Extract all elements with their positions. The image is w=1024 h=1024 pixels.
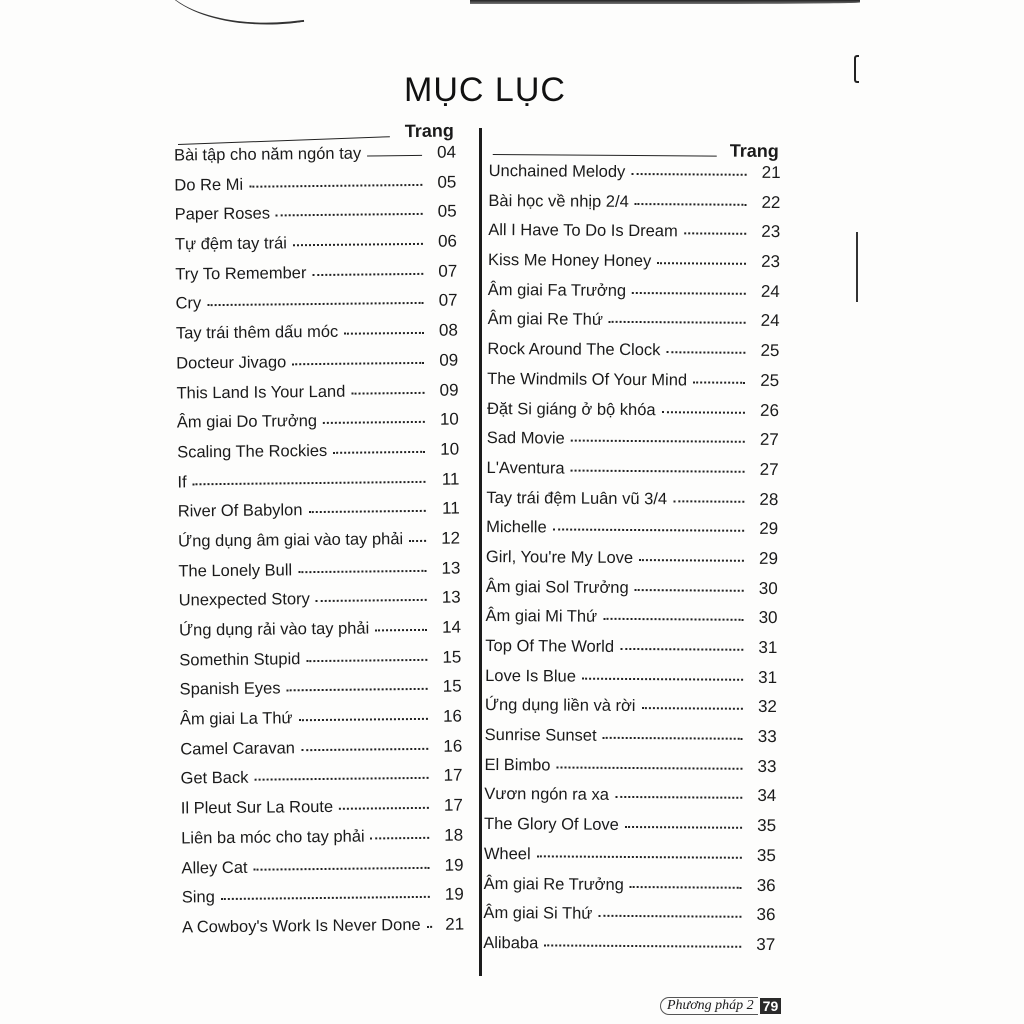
entry-title: Âm giai La Thứ <box>179 709 293 729</box>
dot-leader <box>298 570 426 573</box>
toc-entry[interactable] <box>181 796 463 829</box>
entry-title: Tay trái thêm dấu móc <box>175 322 339 343</box>
entry-title: L'Aventura <box>486 458 565 478</box>
entry-title: Ứng dụng rải vào tay phải <box>178 619 370 640</box>
entry-title: Scaling The Rockies <box>177 441 328 462</box>
entry-title: Alley Cat <box>181 858 248 877</box>
toc-entry[interactable] <box>178 558 460 591</box>
toc-entry[interactable] <box>486 577 778 609</box>
dot-leader <box>276 213 423 217</box>
entry-page-number: 05 <box>437 201 457 222</box>
toc-entry[interactable] <box>483 933 775 965</box>
toc-entry[interactable] <box>175 291 457 324</box>
entry-page-number: 08 <box>438 320 458 340</box>
dot-leader <box>537 855 742 858</box>
dot-leader <box>293 243 423 246</box>
dot-leader <box>323 421 425 424</box>
dot-leader <box>207 302 423 306</box>
entry-title: Tự đệm tay trái <box>174 234 287 254</box>
entry-page-number: 30 <box>758 608 778 628</box>
entry-page-number: 18 <box>444 825 464 845</box>
entry-title: Unchained Melody <box>488 161 626 181</box>
entry-page-number: 12 <box>441 528 461 548</box>
dot-leader <box>193 480 426 484</box>
entry-title: Rock Around The Clock <box>487 340 661 360</box>
entry-title: This Land Is Your Land <box>176 382 346 402</box>
toc-entry[interactable] <box>180 736 462 769</box>
entry-page-number: 31 <box>758 637 778 658</box>
dot-leader <box>351 391 424 394</box>
entry-title: Âm giai Re Trưởng <box>483 874 624 894</box>
entry-title: Đặt Si giáng ở bộ khóa <box>486 399 656 419</box>
toc-entry[interactable] <box>487 339 779 371</box>
toc-entry[interactable] <box>180 677 462 710</box>
entry-page-number: 27 <box>759 459 779 479</box>
toc-entry[interactable] <box>484 873 776 905</box>
dot-leader <box>657 262 746 265</box>
entry-page-number: 11 <box>441 469 460 489</box>
toc-entry[interactable] <box>486 517 778 549</box>
entry-title: Cry <box>175 294 202 313</box>
entry-title: Âm giai Fa Trưởng <box>487 280 627 300</box>
toc-entry[interactable] <box>182 914 464 947</box>
entry-title: Kiss Me Honey Honey <box>487 251 652 271</box>
entry-page-number: 35 <box>757 816 777 836</box>
entry-page-number: 07 <box>438 261 458 281</box>
dot-leader <box>603 618 743 621</box>
entry-title: Wheel <box>483 844 531 864</box>
toc-entry[interactable] <box>487 428 779 460</box>
toc-entry[interactable] <box>180 766 462 799</box>
entry-title: Âm giai Re Thứ <box>487 310 603 330</box>
page-edge-shadow <box>470 0 860 4</box>
entry-title: Docteur Jivago <box>176 353 287 373</box>
dot-leader <box>333 451 425 454</box>
toc-entry[interactable] <box>486 547 778 579</box>
entry-page-number: 24 <box>760 281 780 301</box>
toc-right-column <box>483 137 781 965</box>
dot-leader <box>306 659 427 662</box>
dot-leader <box>249 184 422 188</box>
entry-title: If <box>177 472 187 492</box>
dot-leader <box>308 510 425 513</box>
entry-page-number: 29 <box>759 519 779 539</box>
entry-page-number: 05 <box>437 172 457 192</box>
toc-entry[interactable] <box>181 855 463 888</box>
toc-entry[interactable] <box>484 814 776 846</box>
entry-page-number: 31 <box>758 667 778 687</box>
toc-entry[interactable] <box>483 903 775 935</box>
entry-page-number: 15 <box>442 676 462 697</box>
dot-leader <box>684 233 746 235</box>
entry-page-number: 17 <box>443 795 463 815</box>
entry-page-number: 07 <box>438 290 458 311</box>
section-label: Phương pháp 2 <box>660 997 758 1015</box>
entry-title: Âm giai Mi Thứ <box>485 607 598 627</box>
dot-leader <box>367 155 422 157</box>
toc-entry[interactable] <box>486 488 778 520</box>
entry-page-number: 04 <box>437 142 457 162</box>
toc-entry[interactable] <box>174 143 456 176</box>
entry-title: Alibaba <box>483 933 539 953</box>
entry-page-number: 19 <box>444 884 464 904</box>
entry-title: Paper Roses <box>174 204 271 224</box>
entry-page-number: 36 <box>756 875 776 895</box>
entry-page-number: 10 <box>440 439 460 459</box>
dot-leader <box>316 599 427 602</box>
dot-leader <box>609 321 746 324</box>
next-page-edge-line <box>856 232 858 302</box>
toc-entry[interactable] <box>177 439 459 472</box>
dot-leader <box>693 381 745 383</box>
entry-title: Bài tập cho năm ngón tay <box>173 144 362 165</box>
page-title: MỤC LỤC <box>404 70 566 109</box>
entry-page-number: 29 <box>758 548 779 568</box>
toc-entry[interactable] <box>488 280 780 312</box>
toc-entry[interactable] <box>176 380 458 413</box>
entry-page-number: 25 <box>760 341 780 361</box>
toc-entry[interactable] <box>174 172 456 205</box>
entry-page-number: 16 <box>443 736 463 756</box>
entry-title: Il Pleut Sur La Route <box>180 797 334 818</box>
dot-leader <box>292 362 424 365</box>
entry-title: Âm giai Si Thứ <box>483 904 593 923</box>
toc-entry[interactable] <box>175 202 457 235</box>
entry-page-number: 25 <box>760 370 780 390</box>
toc-entry[interactable] <box>180 707 462 740</box>
dot-leader <box>427 926 430 928</box>
entry-title: Sad Movie <box>486 429 565 448</box>
page-number-badge: 79 <box>760 998 782 1014</box>
entry-title: Unexpected Story <box>178 590 310 610</box>
entry-page-number: 11 <box>441 498 460 518</box>
toc-entry[interactable] <box>484 784 776 816</box>
entry-page-number: 15 <box>442 647 462 667</box>
entry-title: The Glory Of Love <box>484 815 619 835</box>
toc-entry[interactable] <box>488 220 780 252</box>
toc-entry[interactable] <box>485 695 777 727</box>
entry-page-number: 23 <box>761 222 781 242</box>
toc-entries <box>483 161 781 965</box>
header-rule <box>493 154 717 157</box>
entry-page-number: 13 <box>441 587 461 608</box>
toc-entry[interactable] <box>487 369 779 401</box>
entry-title: Camel Caravan <box>180 739 295 759</box>
entry-title: River Of Babylon <box>177 501 303 521</box>
dot-leader <box>344 332 424 335</box>
toc-entry[interactable] <box>485 606 777 638</box>
dot-leader <box>635 203 747 206</box>
toc-entry[interactable] <box>179 618 461 651</box>
entry-page-number: 33 <box>757 756 777 776</box>
toc-entry[interactable] <box>484 844 776 876</box>
entry-title: Ứng dụng âm giai vào tay phải <box>177 530 404 551</box>
entry-title: Âm giai Sol Trưởng <box>485 577 629 597</box>
entry-title: Somethin Stupid <box>179 649 301 670</box>
dot-leader <box>598 915 741 918</box>
entry-page-number: 30 <box>758 578 778 598</box>
entry-page-number: 23 <box>761 251 781 272</box>
toc-entry[interactable] <box>178 499 460 532</box>
entry-title: Top Of The World <box>485 636 615 656</box>
entry-title: Liên ba móc cho tay phải <box>181 827 365 848</box>
entry-page-number: 22 <box>761 192 781 212</box>
entry-title: Sunrise Sunset <box>484 726 597 745</box>
entry-title: A Cowboy's Work Is Never Done <box>182 915 421 937</box>
dot-leader <box>301 748 428 751</box>
dot-leader <box>630 885 742 888</box>
entry-page-number: 10 <box>439 409 459 429</box>
dot-leader <box>544 944 741 947</box>
entry-page-number: 09 <box>439 350 459 370</box>
toc-entry[interactable] <box>486 458 778 490</box>
dot-leader <box>254 777 428 781</box>
column-divider <box>479 128 482 976</box>
page-curl-decoration <box>156 0 305 41</box>
dot-leader <box>666 351 745 354</box>
dot-leader <box>571 440 745 443</box>
entry-title: El Bimbo <box>484 755 551 775</box>
toc-entry[interactable] <box>182 885 464 918</box>
entry-page-number: 13 <box>441 558 461 578</box>
entry-title: Ứng dụng liền và rời <box>484 696 636 716</box>
page-column-label: Trang <box>404 120 454 142</box>
dot-leader <box>632 292 746 295</box>
entry-title: Tay trái đệm Luân vũ 3/4 <box>486 488 668 508</box>
dot-leader <box>571 469 745 472</box>
entry-page-number: 14 <box>441 617 462 637</box>
toc-entry[interactable] <box>181 825 463 858</box>
entry-title: Get Back <box>180 769 249 788</box>
dot-leader <box>287 688 428 691</box>
toc-entry[interactable] <box>487 309 779 341</box>
dot-leader <box>615 796 742 799</box>
entry-page-number: 17 <box>443 765 463 786</box>
entry-title: All I Have To Do Is Dream <box>488 221 678 241</box>
dot-leader <box>635 589 744 592</box>
dot-leader <box>339 807 429 810</box>
dot-leader <box>298 718 427 721</box>
entry-title: The Windmils Of Your Mind <box>487 369 688 390</box>
toc-entry[interactable] <box>488 250 780 282</box>
entry-title: Sing <box>181 888 215 907</box>
entry-page-number: 27 <box>759 430 779 450</box>
entry-title: The Lonely Bull <box>178 560 293 581</box>
dot-leader <box>375 629 427 632</box>
toc-entry[interactable] <box>485 666 777 698</box>
toc-entry[interactable] <box>489 161 781 193</box>
entry-page-number: 36 <box>756 905 776 925</box>
toc-entry[interactable] <box>177 410 459 443</box>
entry-title: Do Re Mi <box>174 175 244 195</box>
dot-leader <box>221 896 430 900</box>
column-header <box>489 137 781 163</box>
dot-leader <box>662 411 745 414</box>
entry-page-number: 21 <box>761 162 781 183</box>
dot-leader <box>254 866 430 870</box>
entry-title: Love Is Blue <box>485 666 576 686</box>
dot-leader <box>625 826 742 829</box>
toc-entry[interactable] <box>488 191 780 223</box>
entry-title: Michelle <box>486 518 547 537</box>
dot-leader <box>582 677 743 680</box>
entry-page-number: 33 <box>757 726 777 747</box>
toc-entry[interactable] <box>178 528 460 561</box>
entry-page-number: 09 <box>439 380 459 400</box>
column-header <box>174 119 456 146</box>
toc-entry[interactable] <box>175 261 457 294</box>
entry-page-number: 32 <box>757 697 777 717</box>
entry-title: Vươn ngón ra xa <box>484 785 609 805</box>
toc-entry[interactable] <box>177 469 459 502</box>
toc-entry[interactable] <box>485 636 777 668</box>
entry-page-number: 37 <box>756 934 776 954</box>
entry-page-number: 19 <box>444 855 464 875</box>
dot-leader <box>620 648 743 651</box>
dot-leader <box>312 273 423 276</box>
dot-leader <box>639 559 744 562</box>
toc-entry[interactable] <box>179 647 461 680</box>
entry-page-number: 24 <box>760 311 780 331</box>
toc-entry[interactable] <box>176 321 458 354</box>
page-footer <box>660 997 781 1015</box>
toc-entry[interactable] <box>175 232 457 265</box>
dot-leader <box>557 766 743 769</box>
entry-title: Bài học về nhịp 2/4 <box>488 191 629 211</box>
entry-page-number: 28 <box>759 489 779 509</box>
entry-title: Try To Remember <box>175 263 307 284</box>
dot-leader <box>553 529 744 532</box>
toc-entry[interactable] <box>485 725 777 757</box>
entry-page-number: 16 <box>442 706 463 726</box>
toc-entries <box>174 143 464 947</box>
toc-entry[interactable] <box>484 755 776 787</box>
entry-page-number: 06 <box>437 231 458 251</box>
entry-page-number: 35 <box>756 845 776 865</box>
dot-leader <box>641 707 742 710</box>
toc-entry[interactable] <box>179 588 461 621</box>
dot-leader <box>673 500 744 502</box>
toc-entry[interactable] <box>487 398 779 430</box>
page-column-label: Trang <box>729 140 779 162</box>
dot-leader <box>371 837 430 840</box>
entry-title: Âm giai Do Trưởng <box>176 412 318 432</box>
dot-leader <box>603 737 743 740</box>
dot-leader <box>631 173 746 176</box>
entry-page-number: 34 <box>757 786 777 806</box>
entry-title: Girl, You're My Love <box>485 547 634 567</box>
toc-entry[interactable] <box>176 350 458 383</box>
dot-leader <box>409 540 426 542</box>
toc-left-column <box>174 119 465 947</box>
entry-title: Spanish Eyes <box>179 679 281 699</box>
entry-page-number: 21 <box>445 914 465 934</box>
entry-page-number: 26 <box>759 400 780 420</box>
